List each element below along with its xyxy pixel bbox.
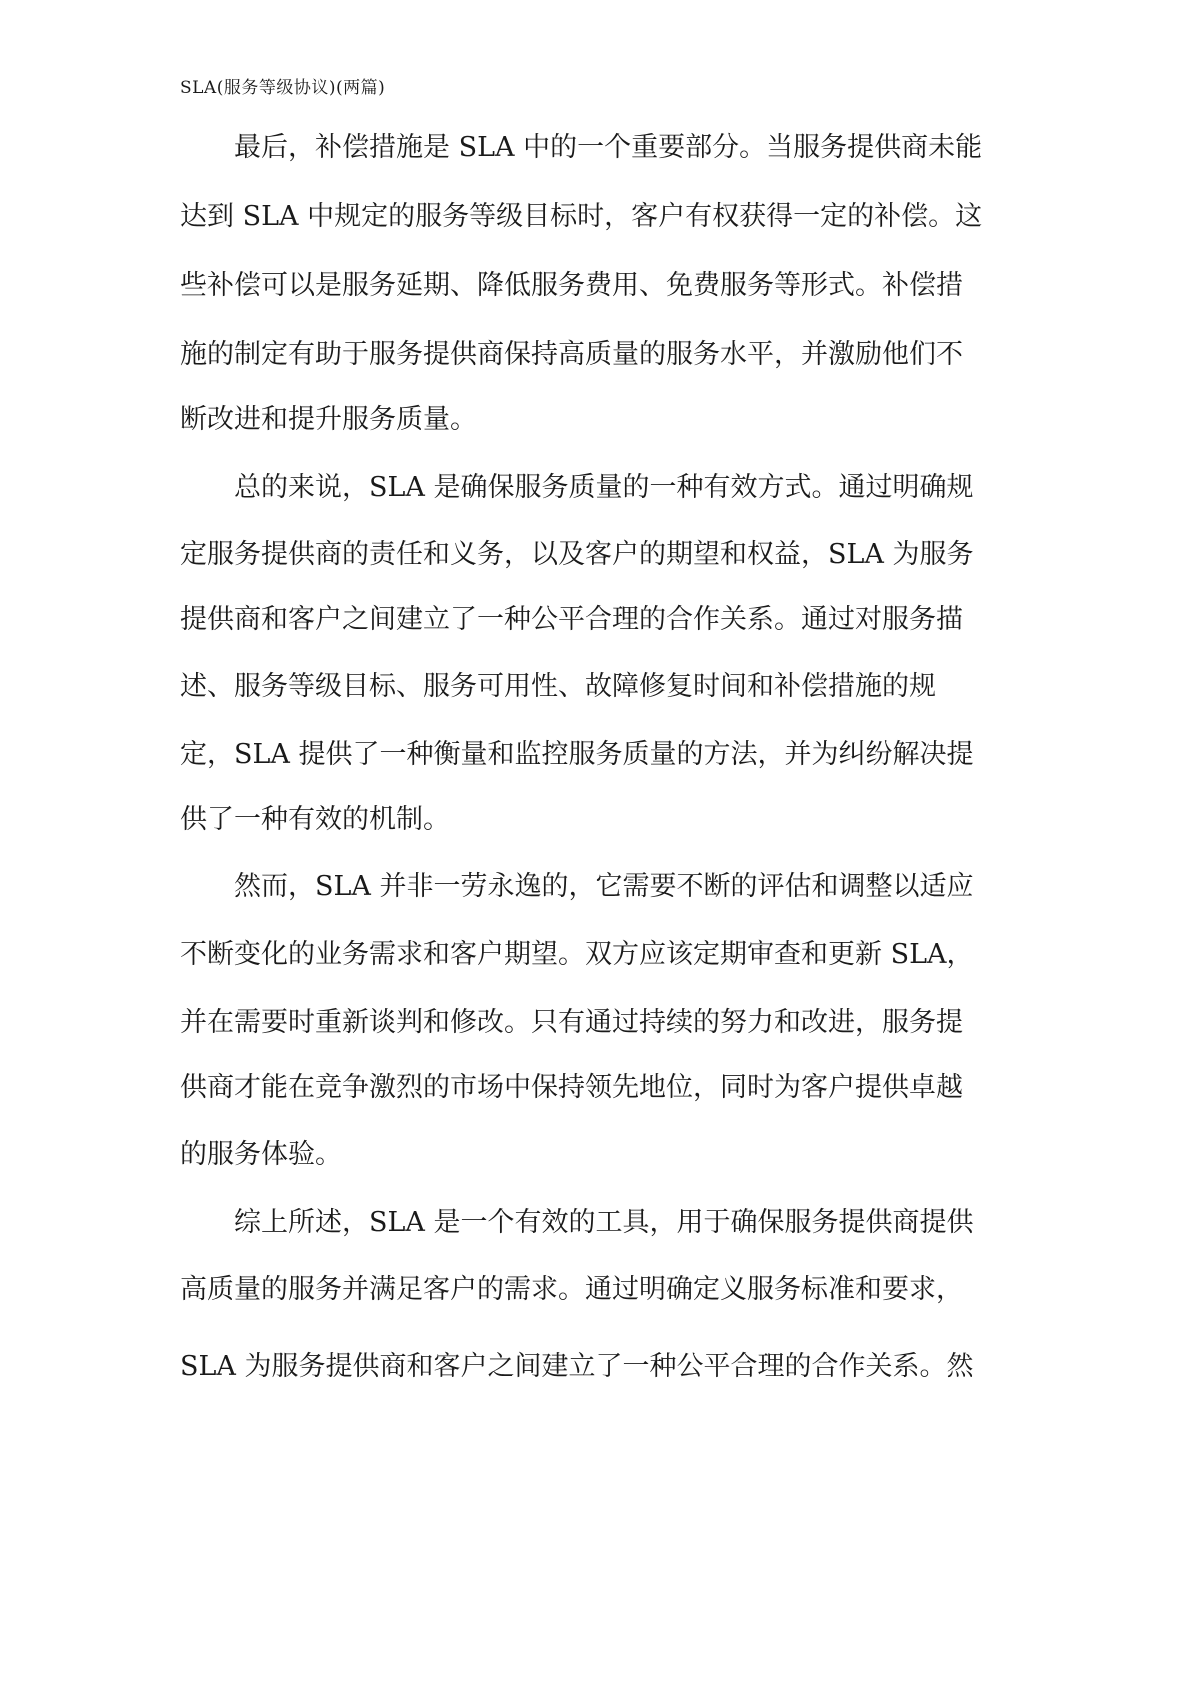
text-line: 定服务提供商的责任和义务，以及客户的期望和权益，SLA 为服务 bbox=[180, 539, 974, 570]
text-line: 最后，补偿措施是 SLA 中的一个重要部分。当服务提供商未能 bbox=[180, 132, 983, 163]
text-line: 不断变化的业务需求和客户期望。双方应该定期审查和更新 SLA， bbox=[180, 939, 974, 970]
text-line: 施的制定有助于服务提供商保持高质量的服务水平，并激励他们不 bbox=[180, 339, 963, 370]
text-line: 提供商和客户之间建立了一种公平合理的合作关系。通过对服务描 bbox=[180, 604, 963, 635]
text-line: 述、服务等级目标、服务可用性、故障修复时间和补偿措施的规 bbox=[180, 671, 936, 702]
page-header: SLA(服务等级协议)(两篇) bbox=[180, 78, 386, 98]
text-line: 总的来说，SLA 是确保服务质量的一种有效方式。通过明确规 bbox=[180, 472, 974, 503]
text-line: 些补偿可以是服务延期、降低服务费用、免费服务等形式。补偿措 bbox=[180, 270, 963, 301]
text-line: 综上所述，SLA 是一个有效的工具，用于确保服务提供商提供 bbox=[180, 1207, 974, 1238]
text-line: 供商才能在竞争激烈的市场中保持领先地位，同时为客户提供卓越 bbox=[180, 1072, 963, 1103]
text-line: 的服务体验。 bbox=[180, 1139, 342, 1170]
text-line: 并在需要时重新谈判和修改。只有通过持续的努力和改进，服务提 bbox=[180, 1007, 963, 1038]
text-line: 定，SLA 提供了一种衡量和监控服务质量的方法，并为纠纷解决提 bbox=[180, 739, 974, 770]
text-line: SLA 为服务提供商和客户之间建立了一种公平合理的合作关系。然 bbox=[180, 1351, 974, 1382]
text-line: 供了一种有效的机制。 bbox=[180, 804, 450, 835]
text-line: 然而，SLA 并非一劳永逸的，它需要不断的评估和调整以适应 bbox=[180, 871, 974, 902]
text-line: 断改进和提升服务质量。 bbox=[180, 404, 477, 435]
text-line: 高质量的服务并满足客户的需求。通过明确定义服务标准和要求， bbox=[180, 1274, 963, 1305]
text-line: 达到 SLA 中规定的服务等级目标时，客户有权获得一定的补偿。这 bbox=[180, 201, 983, 232]
